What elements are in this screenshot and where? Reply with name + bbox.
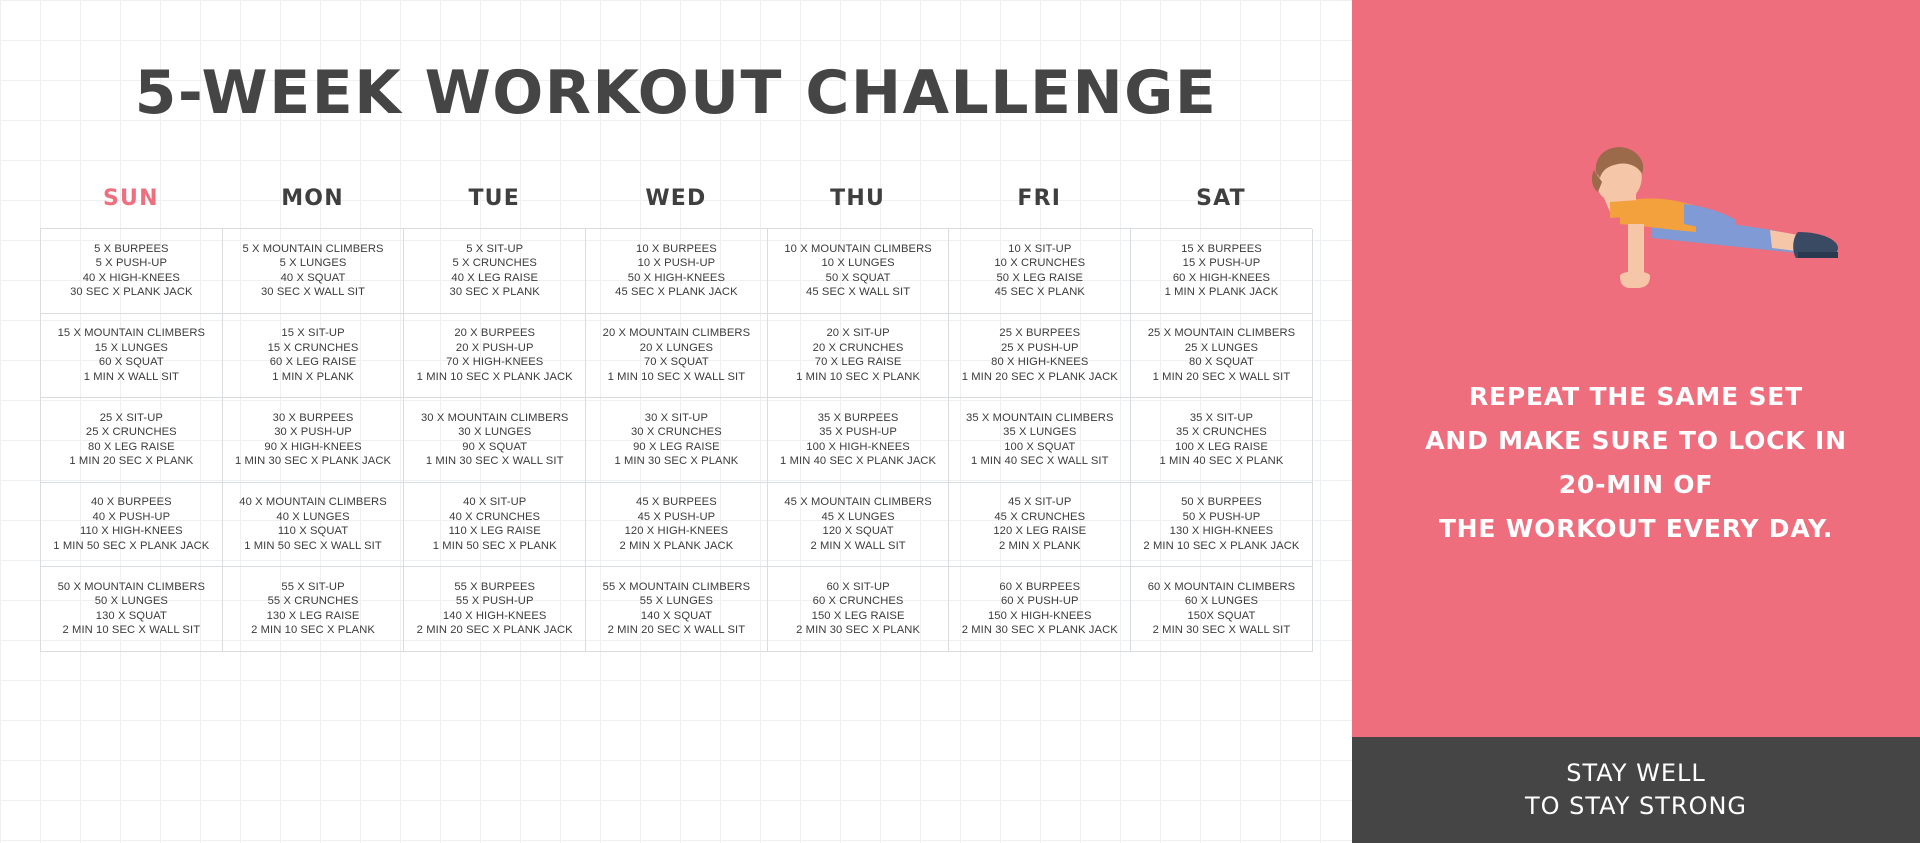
workout-line: 40 X HIGH-KNEES [82, 271, 180, 284]
workout-line: 2 MIN 30 SEC X WALL SIT [1152, 624, 1291, 637]
workout-line: 90 X LEG RAISE [633, 440, 720, 453]
workout-line: 20 X PUSH-UP [455, 341, 534, 354]
workout-line: 1 MIN 30 SEC X PLANK [614, 455, 739, 468]
workout-line: 5 X CRUNCHES [452, 257, 537, 270]
workout-cell [41, 398, 223, 483]
workout-line: 100 X HIGH-KNEES [806, 440, 910, 453]
workout-line: 25 X CRUNCHES [85, 426, 177, 439]
workout-line: 1 MIN 50 SEC X WALL SIT [244, 539, 382, 552]
workout-cell [41, 229, 223, 314]
workout-cell [949, 229, 1131, 314]
workout-line: 120 X SQUAT [822, 525, 894, 538]
workout-line: 5 X LUNGES [279, 257, 347, 270]
workout-calendar [40, 186, 1312, 652]
workout-line: 30 SEC X PLANK JACK [70, 286, 193, 299]
sidebar-panel [1352, 0, 1920, 843]
workout-line: 15 X MOUNTAIN CLIMBERS [57, 327, 206, 340]
workout-line: 60 X PUSH-UP [1000, 595, 1079, 608]
day-header-fri: FRI [1017, 186, 1062, 211]
workout-line: 1 MIN X PLANK [272, 370, 354, 383]
workout-cell [586, 483, 768, 568]
workout-line: 1 MIN 20 SEC X PLANK JACK [961, 370, 1118, 383]
repeat-instruction [1352, 375, 1920, 551]
workout-line: 60 X HIGH-KNEES [1172, 271, 1271, 284]
repeat-instruction-line: THE WORKOUT EVERY DAY. [1438, 514, 1834, 543]
workout-line: 1 MIN 40 SEC X WALL SIT [970, 455, 1109, 468]
repeat-instruction-line: AND MAKE SURE TO LOCK IN [1425, 426, 1847, 455]
workout-line: 5 X PUSH-UP [95, 257, 168, 270]
workout-line: 30 X LUNGES [458, 426, 532, 439]
workout-line: 35 X LUNGES [1003, 426, 1077, 439]
workout-cell [768, 567, 950, 652]
workout-line: 1 MIN 30 SEC X PLANK JACK [234, 455, 392, 468]
workout-line: 25 X LUNGES [1184, 341, 1259, 354]
day-of-week-header [40, 186, 1312, 211]
workout-line: 110 X LEG RAISE [448, 525, 541, 538]
workout-line: 1 MIN 40 SEC X PLANK JACK [780, 455, 937, 468]
workout-line: 45 X LUNGES [821, 510, 895, 523]
workout-line: 40 X LUNGES [276, 510, 350, 523]
workout-cell [404, 483, 586, 568]
workout-line: 2 MIN 20 SEC X WALL SIT [607, 624, 746, 637]
workout-line: 30 SEC X WALL SIT [260, 286, 366, 299]
workout-line: 45 X SIT-UP [1008, 496, 1072, 509]
day-header-sun: SUN [102, 186, 159, 211]
workout-line: 70 X SQUAT [643, 356, 709, 369]
workout-cell [223, 567, 405, 652]
workout-line: 60 X BURPEES [999, 580, 1081, 593]
workout-line: 45 X PUSH-UP [637, 510, 716, 523]
workout-line: 2 MIN 20 SEC X PLANK JACK [416, 624, 573, 637]
workout-line: 1 MIN 50 SEC X PLANK [432, 539, 557, 552]
workout-cell [1131, 483, 1313, 568]
workout-line: 100 X SQUAT [1004, 440, 1076, 453]
workout-line: 35 X CRUNCHES [1176, 426, 1267, 439]
workout-line: 25 X PUSH-UP [1000, 341, 1079, 354]
workout-line: 35 X BURPEES [817, 411, 899, 424]
workout-line: 20 X SIT-UP [826, 327, 890, 340]
workout-line: 2 MIN 10 SEC X PLANK [251, 624, 375, 637]
workout-line: 60 X SIT-UP [826, 580, 890, 593]
page-title: 5-WEEK WORKOUT CHALLENGE [134, 58, 1218, 128]
workout-cell [1131, 314, 1313, 399]
workout-line: 30 SEC X PLANK [449, 286, 540, 299]
workout-line: 110 X SQUAT [277, 525, 349, 538]
day-header-thu: THU [830, 186, 886, 211]
workout-cell [223, 483, 405, 568]
workout-line: 10 X MOUNTAIN CLIMBERS [784, 242, 932, 255]
workout-cell [1131, 567, 1313, 652]
workout-line: 55 X PUSH-UP [455, 595, 534, 608]
workout-line: 1 MIN 10 SEC X PLANK [796, 370, 921, 383]
workout-line: 50 X SQUAT [825, 271, 891, 284]
workout-line: 60 X LUNGES [1184, 595, 1259, 608]
footer-tagline-line: TO STAY STRONG [1524, 792, 1748, 820]
day-header-tue: TUE [468, 186, 520, 211]
workout-line: 60 X SQUAT [98, 356, 164, 369]
workout-line: 140 X SQUAT [640, 609, 712, 622]
workout-line: 15 X LUNGES [94, 341, 168, 354]
workout-line: 5 X MOUNTAIN CLIMBERS [242, 242, 384, 255]
workout-line: 1 MIN 10 SEC X WALL SIT [607, 370, 746, 383]
workout-line: 2 MIN X WALL SIT [810, 539, 906, 552]
workout-line: 45 X BURPEES [636, 496, 717, 509]
workout-line: 80 X LEG RAISE [88, 440, 175, 453]
workout-cell [949, 398, 1131, 483]
workout-line: 110 X HIGH-KNEES [79, 525, 183, 538]
plank-exercise-illustration [1352, 120, 1920, 310]
workout-line: 120 X LEG RAISE [993, 525, 1087, 538]
workout-line: 40 X BURPEES [90, 496, 172, 509]
workout-line: 30 X CRUNCHES [630, 426, 722, 439]
workout-line: 45 SEC X PLANK JACK [615, 286, 738, 299]
workout-line: 80 X HIGH-KNEES [991, 356, 1089, 369]
workout-cell [404, 398, 586, 483]
workout-line: 1 MIN 20 SEC X WALL SIT [1152, 370, 1291, 383]
workout-cell [768, 229, 950, 314]
workout-line: 140 X HIGH-KNEES [442, 609, 547, 622]
workout-cell [223, 314, 405, 399]
workout-line: 10 X SIT-UP [1008, 242, 1072, 255]
workout-cell [586, 398, 768, 483]
workout-line: 20 X MOUNTAIN CLIMBERS [602, 327, 751, 340]
workout-line: 45 SEC X WALL SIT [806, 286, 911, 299]
workout-cell [768, 314, 950, 399]
workout-line: 130 X SQUAT [95, 609, 167, 622]
workout-line: 45 SEC X PLANK [994, 286, 1085, 299]
day-header-wed: WED [645, 186, 707, 211]
workout-line: 5 X BURPEES [94, 242, 169, 255]
workout-cell [768, 398, 950, 483]
workout-cell [223, 398, 405, 483]
workout-line: 45 X CRUNCHES [994, 510, 1086, 523]
workout-line: 120 X HIGH-KNEES [624, 525, 729, 538]
workout-line: 35 X MOUNTAIN CLIMBERS [966, 411, 1114, 424]
day-header-mon: MON [281, 186, 344, 211]
workout-cell [41, 483, 223, 568]
repeat-instruction-line: 20-MIN OF [1558, 470, 1714, 499]
workout-cell [404, 229, 586, 314]
workout-grid [40, 228, 1312, 652]
workout-line: 35 X SIT-UP [1189, 411, 1254, 424]
workout-line: 30 X BURPEES [272, 411, 354, 424]
workout-line: 30 X MOUNTAIN CLIMBERS [420, 411, 569, 424]
workout-cell [586, 567, 768, 652]
workout-line: 90 X SQUAT [462, 440, 528, 453]
workout-line: 55 X SIT-UP [281, 580, 345, 593]
workout-line: 50 X MOUNTAIN CLIMBERS [57, 580, 206, 593]
workout-line: 45 X MOUNTAIN CLIMBERS [784, 496, 932, 509]
workout-cell [949, 483, 1131, 568]
workout-line: 20 X BURPEES [454, 327, 536, 340]
workout-line: 50 X LEG RAISE [996, 271, 1084, 284]
workout-line: 150X SQUAT [1187, 609, 1256, 622]
workout-line: 20 X CRUNCHES [812, 341, 904, 354]
workout-cell [404, 567, 586, 652]
workout-line: 30 X PUSH-UP [274, 426, 352, 439]
workout-cell [223, 229, 405, 314]
footer-tagline [1352, 737, 1920, 843]
workout-line: 60 X LEG RAISE [269, 356, 357, 369]
workout-line: 55 X MOUNTAIN CLIMBERS [602, 580, 751, 593]
workout-line: 1 MIN X WALL SIT [83, 370, 179, 383]
workout-line: 100 X LEG RAISE [1175, 440, 1268, 453]
workout-cell [586, 314, 768, 399]
workout-line: 15 X BURPEES [1181, 242, 1262, 255]
workout-line: 55 X CRUNCHES [267, 595, 359, 608]
workout-line: 55 X LUNGES [639, 595, 714, 608]
workout-line: 1 MIN 20 SEC X PLANK [69, 455, 194, 468]
workout-line: 60 X CRUNCHES [812, 595, 904, 608]
workout-line: 2 MIN X PLANK JACK [619, 539, 734, 552]
workout-line: 2 MIN 30 SEC X PLANK JACK [961, 624, 1118, 637]
workout-cell [586, 229, 768, 314]
workout-line: 40 X SQUAT [280, 271, 346, 284]
workout-line: 40 X LEG RAISE [451, 271, 539, 284]
workout-line: 2 MIN 10 SEC X WALL SIT [62, 624, 201, 637]
workout-line: 70 X HIGH-KNEES [446, 356, 544, 369]
workout-cell [1131, 229, 1313, 314]
workout-line: 50 X BURPEES [1181, 496, 1262, 509]
workout-line: 15 X SIT-UP [281, 327, 345, 340]
workout-line: 80 X SQUAT [1189, 356, 1254, 369]
workout-line: 40 X PUSH-UP [92, 510, 171, 523]
workout-line: 55 X BURPEES [454, 580, 536, 593]
workout-line: 1 MIN X PLANK JACK [1164, 286, 1279, 299]
workout-line: 25 X BURPEES [999, 327, 1081, 340]
workout-line: 10 X LUNGES [821, 257, 895, 270]
workout-line: 1 MIN 10 SEC X PLANK JACK [416, 370, 573, 383]
workout-line: 150 X HIGH-KNEES [987, 609, 1092, 622]
workout-cell [1131, 398, 1313, 483]
footer-tagline-line: STAY WELL [1566, 759, 1706, 787]
workout-line: 10 X PUSH-UP [637, 257, 716, 270]
workout-line: 15 X PUSH-UP [1182, 257, 1261, 270]
workout-cell [949, 567, 1131, 652]
workout-line: 2 MIN 30 SEC X PLANK [796, 624, 921, 637]
workout-cell [404, 314, 586, 399]
workout-line: 150 X LEG RAISE [811, 609, 905, 622]
workout-line: 10 X BURPEES [636, 242, 717, 255]
day-header-sat: SAT [1196, 186, 1246, 211]
workout-line: 20 X LUNGES [639, 341, 714, 354]
workout-line: 1 MIN 30 SEC X WALL SIT [425, 455, 564, 468]
workout-line: 2 MIN X PLANK [999, 539, 1081, 552]
workout-line: 40 X CRUNCHES [449, 510, 541, 523]
workout-line: 35 X PUSH-UP [819, 426, 897, 439]
workout-cell [41, 314, 223, 399]
workout-line: 25 X SIT-UP [99, 411, 163, 424]
workout-line: 70 X LEG RAISE [814, 356, 902, 369]
workout-line: 40 X MOUNTAIN CLIMBERS [239, 496, 387, 509]
workout-line: 50 X HIGH-KNEES [627, 271, 726, 284]
workout-line: 60 X MOUNTAIN CLIMBERS [1147, 580, 1296, 593]
workout-line: 130 X LEG RAISE [266, 609, 360, 622]
workout-cell [41, 567, 223, 652]
workout-line: 15 X CRUNCHES [267, 341, 359, 354]
workout-line: 50 X LUNGES [94, 595, 168, 608]
workout-line: 1 MIN 50 SEC X PLANK JACK [53, 539, 210, 552]
workout-line: 25 X MOUNTAIN CLIMBERS [1147, 327, 1296, 340]
workout-line: 50 X PUSH-UP [1182, 510, 1261, 523]
workout-line: 130 X HIGH-KNEES [1169, 525, 1274, 538]
workout-line: 40 X SIT-UP [463, 496, 527, 509]
workout-line: 2 MIN 10 SEC X PLANK JACK [1143, 539, 1300, 552]
workout-line: 90 X HIGH-KNEES [264, 440, 362, 453]
workout-line: 5 X SIT-UP [466, 242, 524, 255]
repeat-instruction-line: REPEAT THE SAME SET [1469, 382, 1803, 411]
workout-cell [768, 483, 950, 568]
workout-line: 10 X CRUNCHES [994, 257, 1086, 270]
workout-line: 1 MIN 40 SEC X PLANK [1159, 455, 1284, 468]
workout-cell [949, 314, 1131, 399]
workout-line: 30 X SIT-UP [644, 411, 709, 424]
